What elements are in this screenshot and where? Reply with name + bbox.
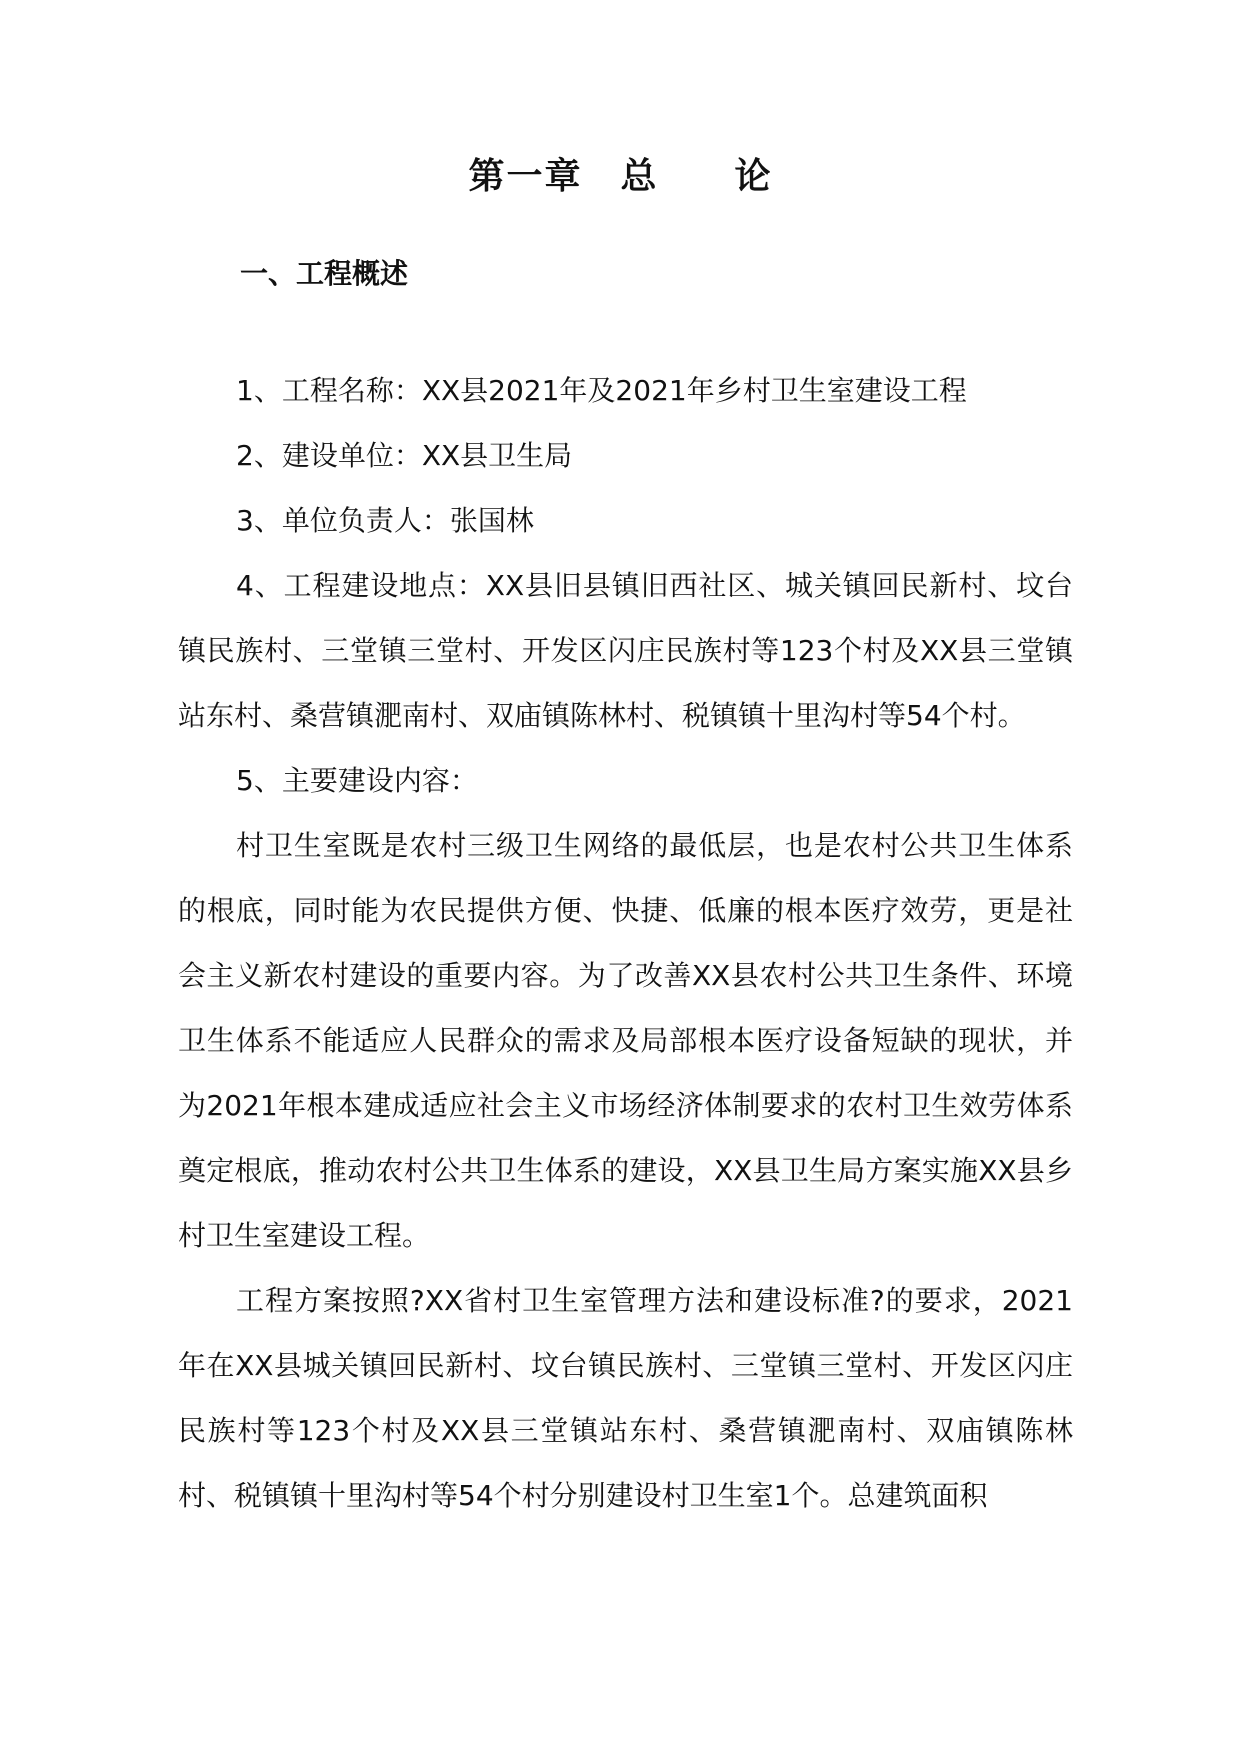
paragraph-plan: 工程方案按照?XX省村卫生室管理方法和建设标准?的要求，2021年在XX县城关镇回民新村、坟台镇民族村、三堂镇三堂村、开发区闪庄民族村等123个村及XX县三堂镇站东村、桑营镇淝南村、双庙镇陈林村、税镇镇十里沟村等54个村分别建设村卫生室1个。总建筑面积 <box>178 1284 1073 1512</box>
item-main-content: 5、主要建设内容： <box>236 764 478 797</box>
item-construction-location: 4、工程建设地点：XX县旧县镇旧西社区、城关镇回民新村、坟台镇民族村、三堂镇三堂村、开发区闪庄民族村等123个村及XX县三堂镇站东村、桑营镇淝南村、双庙镇陈林村、税镇镇十里沟村等54个村。 <box>178 569 1073 732</box>
document-body <box>178 358 1073 1528</box>
paragraph-background: 村卫生室既是农村三级卫生网络的最低层，也是农村公共卫生体系的根底，同时能为农民提供方便、快捷、低廉的根本医疗效劳，更是社会主义新农村建设的重要内容。为了改善XX县农村公共卫生条件、环境卫生体系不能适应人民群众的需求及局部根本医疗设备短缺的现状，并为2021年根本建成适应社会主义市场经济体制要求的农村卫生效劳体系奠定根底，推动农村公共卫生体系的建设，XX县卫生局方案实施XX县乡村卫生室建设工程。 <box>178 829 1073 1252</box>
chapter-title: 第一章 总 论 <box>468 156 773 197</box>
item-unit-leader: 3、单位负责人：张国林 <box>236 504 534 537</box>
item-construction-unit: 2、建设单位：XX县卫生局 <box>236 439 573 472</box>
section-heading: 一、工程概述 <box>240 257 409 290</box>
item-project-name: 1、工程名称：XX县2021年及2021年乡村卫生室建设工程 <box>236 374 967 407</box>
